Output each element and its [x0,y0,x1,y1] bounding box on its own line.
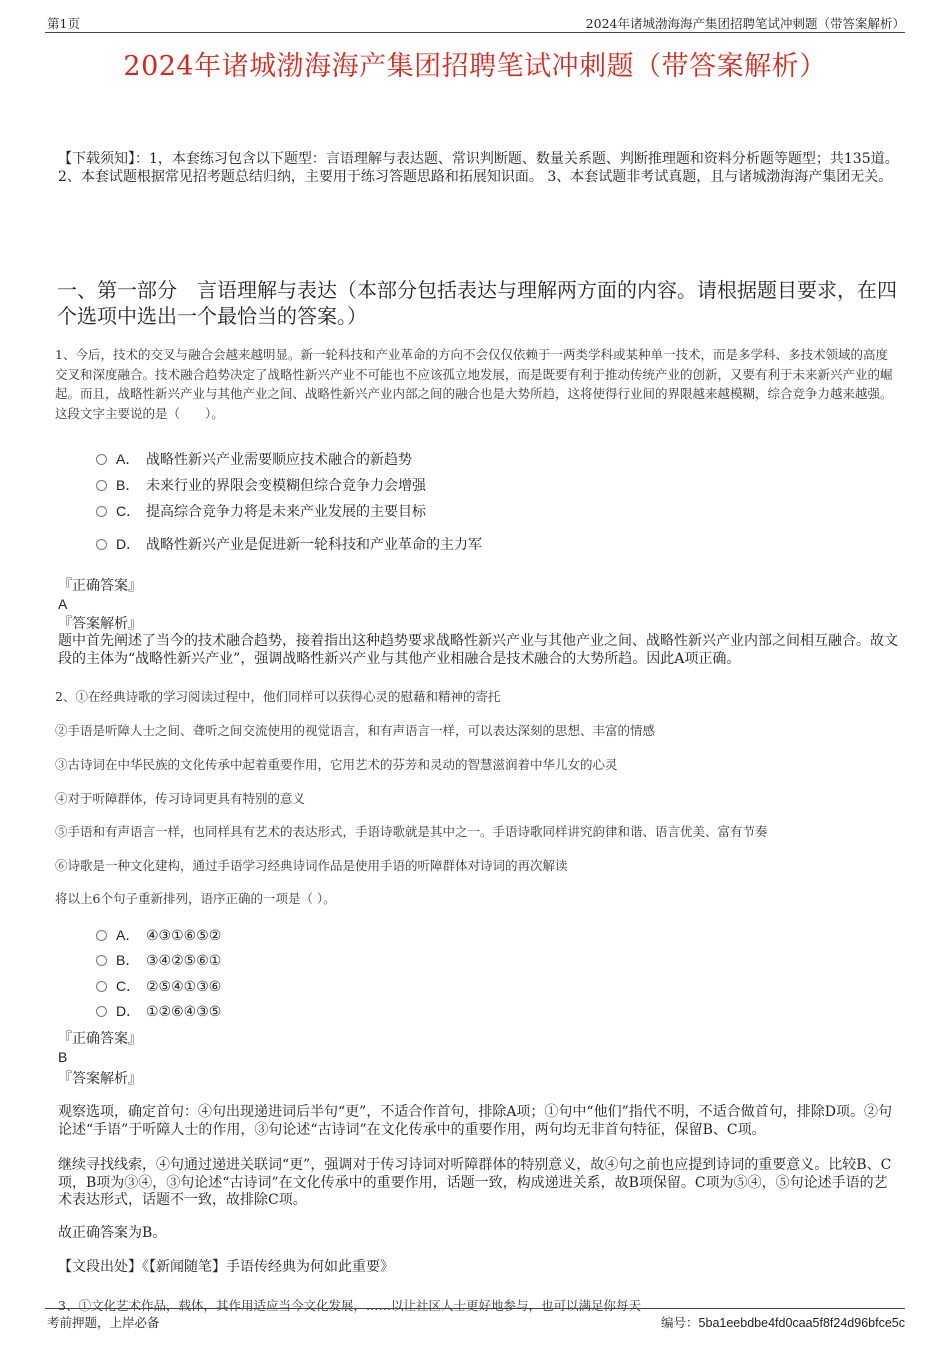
q2-analysis-label: 『答案解析』 [58,1071,142,1087]
download-notice: 【下载须知】：1，本套练习包含以下题型：言语理解与表达题、常识判断题、数量关系题、判断推理题和资料分析题等题型；共135道。 2、本套试题根据常见招考题总结归纳，主要用于练习答题思路和拓展知识面。 3、本套试题非考试真题，且与诸城渤海海产集团无关。 [58,151,899,185]
q1-answer-label: 『正确答案』 [58,578,142,594]
q2-option-b[interactable] [96,951,221,969]
radio-icon[interactable] [96,930,107,941]
q2-option-a[interactable] [96,926,221,944]
footer-slogan: 考前押题，上岸必备 [47,1315,160,1330]
option-letter: D． [116,1003,141,1019]
q2-source: 【文段出处】《【新闻随笔】手语传经典为何如此重要》 [58,1259,394,1275]
q2-option-d[interactable] [96,1002,221,1020]
q2-analysis-p2: 继续寻找线索，④句通过递进关联词“更”，强调对于传习诗词对听障群体的特别意义，故④句之前也应提到诗词的重要意义。比较B、C项，B项为③④，③句论述“古诗词”在文化传承中的重要作用，话题一致，构成递进关系，故B项保留。C项为⑤④，⑤句论述手语的艺术表达形式，话题不一致，故排除C项。 [58,1157,892,1208]
q1-option-b[interactable] [96,476,426,494]
q2-question: 将以上6个句子重新排列，语序正确的一项是（ ）。 [55,891,336,906]
option-text: 战略性新兴产业需要顺应技术融合的新趋势 [146,452,412,468]
radio-icon[interactable] [96,955,107,966]
radio-icon[interactable] [96,1006,107,1017]
q1-question: 这段文字主要说的是（ ）。 [55,405,224,421]
q1-analysis-label: 『答案解析』 [58,616,142,632]
q2-sentence-4: ④对于听障群体，传习诗词更具有特别的意义 [55,791,306,806]
radio-icon[interactable] [96,454,107,465]
q2-analysis-p3: 故正确答案为B。 [58,1225,167,1241]
q2-option-c[interactable] [96,977,221,995]
option-text: ④③①⑥⑤② [146,928,222,944]
q1-answer: A [58,596,68,612]
footer-code-value: 5ba1eebdbe4fd0caa5f8f24d96bfce5c [698,1316,905,1330]
q1-analysis: 题中首先阐述了当今的技术融合趋势，接着指出这种趋势要求战略性新兴产业与其他产业之间、战略性新兴产业内部之间相互融合。故文段的主体为“战略性新兴产业”，强调战略性新兴产业与其他产业相融合是技术融合的大势所趋。因此A项正确。 [58,633,898,667]
option-text: ③④②⑤⑥① [146,953,222,969]
q2-analysis-p1: 观察选项，确定首句：④句出现递进词后半句“更”，不适合作首句，排除A项；①句中“他们”指代不明，不适合做首句，排除D项。②句论述“手语”于听障人士的作用，③句论述“古诗词”在文化传承中的重要作用，两句均无非首句特征，保留B、C项。 [58,1104,892,1138]
option-text: ①②⑥④③⑤ [146,1004,222,1020]
footer-rule [45,1308,905,1309]
q2-answer: B [58,1049,68,1065]
footer-code-label: 编号： [661,1315,699,1330]
document-title: 2024年诸城渤海海产集团招聘笔试冲刺题（带答案解析） [123,51,827,82]
option-letter: A． [116,451,140,467]
option-text: 提高综合竞争力将是未来产业发展的主要目标 [146,504,426,520]
radio-icon[interactable] [96,480,107,491]
section-heading: 一、第一部分 言语理解与表达（本部分包括表达与理解两方面的内容。请根据题目要求，在四个选项中选出一个最恰当的答案。） [57,278,897,328]
page-number: 第1页 [47,16,80,31]
q2-sentence-2: ②手语是听障人士之间、聋听之间交流使用的视觉语言，和有声语言一样，可以表达深刻的思想、丰富的情感 [55,723,656,738]
q2-sentence-5: ⑤手语和有声语言一样，也同样具有艺术的表达形式，手语诗歌就是其中之一。手语诗歌同样讲究韵律和谐、语言优美、富有节奏 [55,824,768,839]
q1-stem [55,345,895,423]
option-letter: B． [116,952,140,968]
radio-icon[interactable] [96,981,107,992]
q2-answer-label: 『正确答案』 [58,1031,142,1047]
option-letter: C． [116,978,141,994]
option-letter: A． [116,927,140,943]
radio-icon[interactable] [96,539,107,550]
q1-option-d[interactable] [96,535,482,553]
radio-icon[interactable] [96,506,107,517]
q1-stem-text: 1、今后，技术的交叉与融合会越来越明显。新一轮科技和产业革命的方向不会仅仅依赖于一两类学科或某种单一技术，而是多学科、多技术领域的高度交叉和深度融合。技术融合趋势决定了战略性新兴产业不可能也不应该孤立地发展，而是既要有利于推动传统产业的创新，又要有利于未来新兴产业的崛起。而且，战略性新兴产业与其他产业之间、战略性新兴产业内部之间的融合也是大势所趋，这将使得行业间的界限越来越模糊，综合竞争力越来越强。 [55,347,893,401]
running-header-title: 2024年诸城渤海海产集团招聘笔试冲刺题（带答案解析） [585,16,905,31]
option-letter: B． [116,477,140,493]
q1-option-a[interactable] [96,450,412,468]
option-letter: D． [116,536,141,552]
q2-sentence-3: ③古诗词在中华民族的文化传承中起着重要作用，它用艺术的芬芳和灵动的智慧滋润着中华儿女的心灵 [55,757,618,772]
footer-code [661,1313,905,1331]
option-letter: C． [116,503,141,519]
option-text: 未来行业的界限会变模糊但综合竞争力会增强 [146,478,426,494]
header-rule [45,32,905,33]
option-text: 战略性新兴产业是促进新一轮科技和产业革命的主力军 [146,537,482,553]
q3-cut-off-line: 3、①文化艺术作品，载体，其作用适应当今文化发展，……以让社区人士更好地参与，也可以满足你每天 [58,1298,641,1313]
q2-sentence-6: ⑥诗歌是一种文化建构，通过手语学习经典诗词作品是使用手语的听障群体对诗词的再次解读 [55,858,568,873]
q2-sentence-1: 2、①在经典诗歌的学习阅读过程中，他们同样可以获得心灵的慰藉和精神的寄托 [55,689,501,704]
q1-option-c[interactable] [96,502,426,520]
option-text: ②⑤④①③⑥ [146,979,222,995]
